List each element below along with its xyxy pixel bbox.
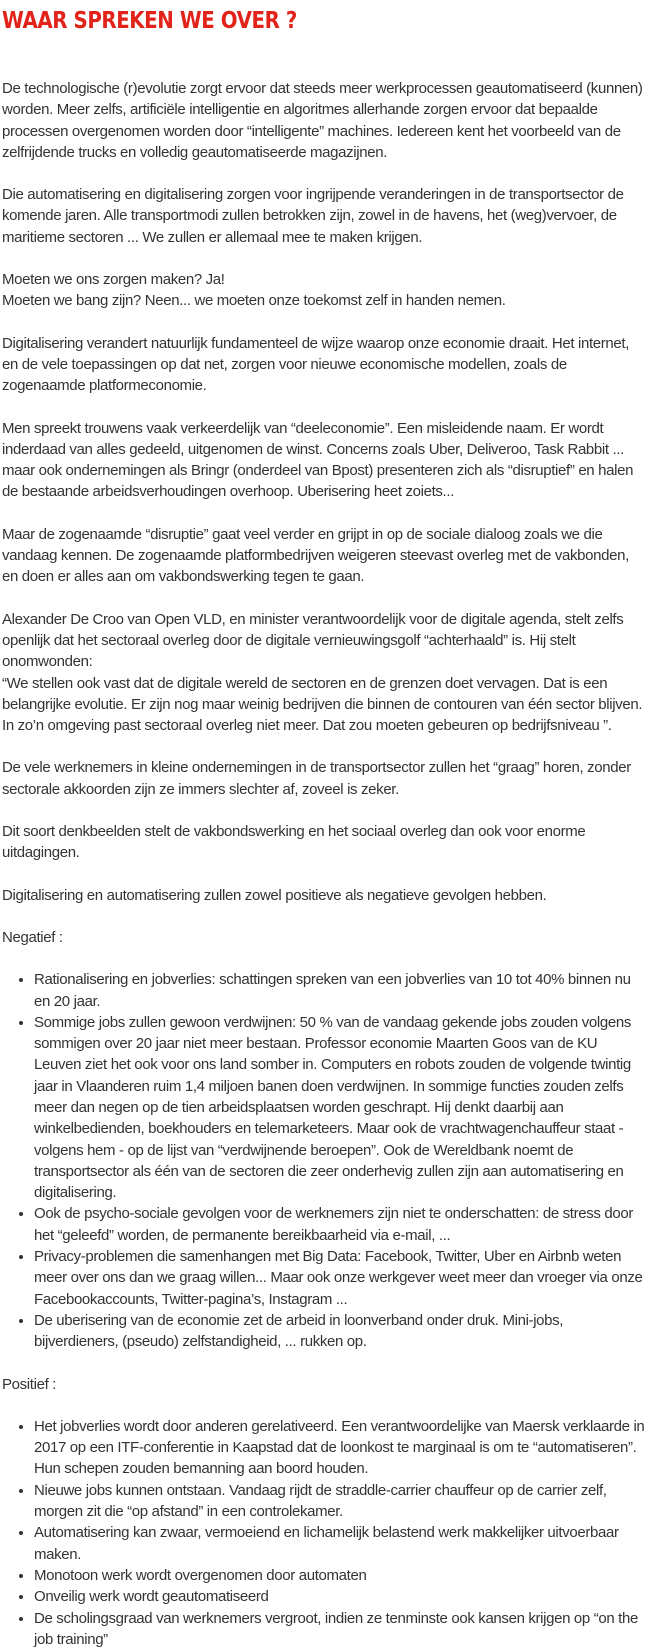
negatief-list xyxy=(2,969,646,1352)
paragraph-gevolgen: Digitalisering en automatisering zullen zowel positieve als negatieve gevolgen hebben. xyxy=(2,886,547,904)
positief-list xyxy=(2,1416,646,1650)
list-item: • Monotoon werk wordt overgenomen door automaten xyxy=(34,1565,646,1586)
paragraph-de-croo: Alexander De Croo van Open VLD, en minister verantwoordelijk voor de digitale agenda, stelt zelfs openlijk dat het sectoraal overleg door de digitale vernieuwingsgolf “achterhaald” is. Hij stelt onomwonden: xyxy=(2,610,624,671)
paragraph-kleine-ondernemingen: De vele werknemers in kleine ondernemingen in de transportsector zullen het “graag” horen, zonder sectorale akkoorden zijn ze immers slechter af, zoveel is zeker. xyxy=(2,759,631,798)
page-title: WAAR SPREKEN WE OVER ? xyxy=(2,8,297,34)
paragraph-question-worry: Moeten we ons zorgen maken? Ja! xyxy=(2,271,225,289)
list-item: • Het jobverlies wordt door anderen gerelativeerd. Een verantwoordelijke van Maersk verklaarde in 2017 op een ITF-conferentie in Kaapstad dat de loonkost te marginaal is om te “automatiseren”. Hun schepen zouden bemanning aan boord houden. xyxy=(34,1416,646,1480)
paragraph-transportsector: Die automatisering en digitalisering zorgen voor ingrijpende veranderingen in de transportsector de komende jaren. Alle transportmodi zullen betrokken zijn, zowel in de havens, het (weg)vervoer, de maritieme sectoren ... We zullen er allemaal mee te maken krijgen. xyxy=(2,186,624,246)
list-item: • Nieuwe jobs kunnen ontstaan. Vandaag rijdt de straddle-carrier chauffeur op de carrier zelf, morgen zit die “op afstand” in een controlekamer. xyxy=(34,1480,646,1523)
paragraph-disruptie: Maar de zogenaamde “disruptie” gaat veel verder en grijpt in op de sociale dialoog zoals we die vandaag kennen. De zogenaamde platformbedrijven weigeren steevast overleg met de vakbonden, en doen er alles aan om vakbondswerking tegen te gaan. xyxy=(2,525,629,586)
paragraph-intro: De technologische (r)evolutie zorgt ervoor dat steeds meer werkprocessen geautomatiseerd (kunnen) worden. Meer zelfs, artificiële intelligentie en algoritmes allerhande zorgen ervoor dat bepaalde processen overgenomen worden door “intelligente” machines. Iedereen kent het voorbeeld van de zelfrijdende trucks en volledig geautomatiseerde magazijnen. xyxy=(2,80,643,161)
paragraph-uitdagingen: Dit soort denkbeelden stelt de vakbondswerking en het sociaal overleg dan ook voor enorme uitdagingen. xyxy=(2,823,586,862)
paragraph-deeleconomie: Men spreekt trouwens vaak verkeerdelijk van “deeleconomie”. Een misleidende naam. Er wordt inderdaad van alles gedeeld, uitgenomen de winst. Concerns zoals Uber, Deliveroo, Task Rabbit ... maar ook ondernemingen als Bringr (onderdeel van Bpost) presenteren zich als “disruptief” en halen de bestaande arbeidsverhoudingen overhoop. Uberisering heet zoiets... xyxy=(2,419,634,501)
positief-label: Positief : xyxy=(2,1375,57,1393)
list-item: • Ook de psycho-sociale gevolgen voor de werknemers zijn niet te onderschatten: de stress door het “geleefd” worden, de permanente bereikbaarheid via e-mail, ... xyxy=(34,1203,646,1246)
paragraph-platformeconomie: Digitalisering verandert natuurlijk fundamenteel de wijze waarop onze economie draait. Het internet, en de vele toepassingen op dat net, zorgen voor nieuwe economische modellen, zoals de zogenaamde platformeconomie. xyxy=(2,334,630,395)
article-body xyxy=(2,78,646,1650)
list-item: • Automatisering kan zwaar, vermoeiend en lichamelijk belastend werk makkelijker uitvoerbaar maken. xyxy=(34,1522,646,1565)
negatief-label: Negatief : xyxy=(2,928,63,946)
list-item: • De uberisering van de economie zet de arbeid in loonverband onder druk. Mini-jobs, bijverdieners, (pseudo) zelfstandigheid, ... rukken op. xyxy=(34,1310,646,1353)
paragraph-question-afraid: Moeten we bang zijn? Neen... we moeten onze toekomst zelf in handen nemen. xyxy=(2,292,506,310)
paragraph-quote: “We stellen ook vast dat de digitale wereld de sectoren en de grenzen doet vervagen. Dat is een belangrijke evolutie. Er zijn nog maar weinig bedrijven die binnen de contouren van één sector blijven. In zo’n omgeving past sectoraal overleg niet meer. Dat zou moeten gebeuren op bedrijfsniveau ”. xyxy=(2,674,643,735)
list-item: • Onveilig werk wordt geautomatiseerd xyxy=(34,1586,646,1607)
list-item: • Sommige jobs zullen gewoon verdwijnen: 50 % van de vandaag gekende jobs zouden volgens sommigen over 20 jaar niet meer bestaan. Professor economie Maarten Goos van de KU Leuven ziet het ook voor ons land somber in. Computers en robots zouden de volgende twintig jaar in Vlaanderen ruim 1,4 miljoen banen doen verdwijnen. In sommige functies zouden zelfs meer dan negen op de tien arbeidsplaatsen worden geschrapt. Hij denkt daarbij aan winkelbedienden, boekhouders en telemarketeers. Maar ook de vrachtwagenchauffeur staat - volgens hem - op de lijst van “verdwijnende beroepen”. Ook de Wereldbank noemt de transportsector als één van de sectoren die zeer onderhevig zullen zijn aan automatisering en digitalisering. xyxy=(34,1012,646,1204)
list-item: • Privacy-problemen die samenhangen met Big Data: Facebook, Twitter, Uber en Airbnb weten meer over ons dan we graag willen... Maar ook onze werkgever weet meer dan vroeger via onze Facebookaccounts, Twitter-pagina’s, Instagram ... xyxy=(34,1246,646,1310)
list-item: • Rationalisering en jobverlies: schattingen spreken van een jobverlies van 10 tot 40% binnen nu en 20 jaar. xyxy=(34,969,646,1012)
list-item: • De scholingsgraad van werknemers vergroot, indien ze tenminste ook kansen krijgen op “on the job training” xyxy=(34,1608,646,1650)
